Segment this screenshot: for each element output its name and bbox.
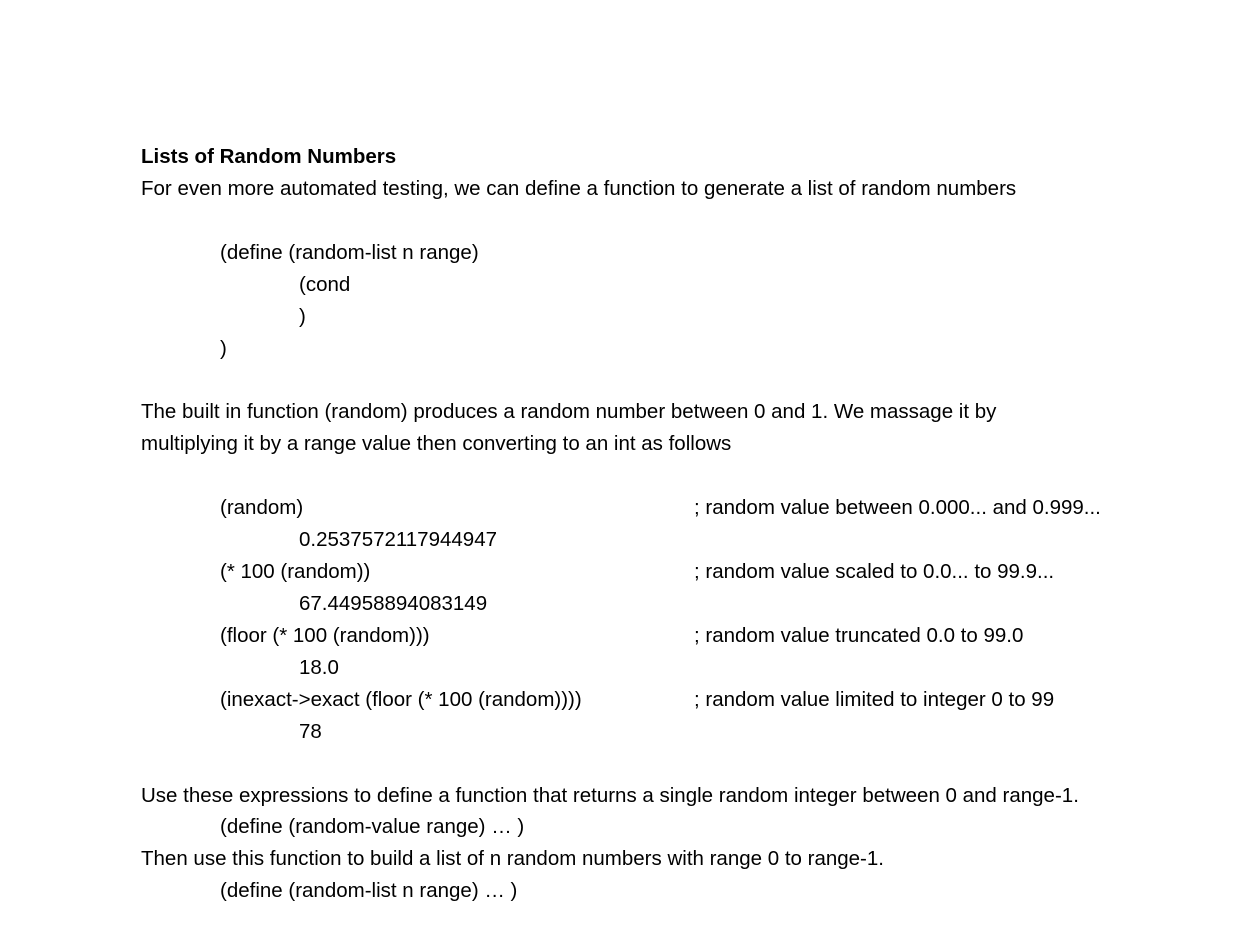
- example-comment: ; random value limited to integer 0 to 99: [694, 688, 1055, 711]
- example-comment: ; random value between 0.000... and 0.999...: [694, 496, 1101, 519]
- code-skeleton-line-2: (cond: [299, 273, 351, 296]
- example-expression: (random): [220, 496, 304, 519]
- example-expression: (inexact->exact (floor (* 100 (random)))): [220, 688, 582, 711]
- example-result: 78: [299, 720, 322, 743]
- task-line-1: Use these expressions to define a function that returns a single random integer between 0 and range-1.: [141, 784, 1079, 807]
- section-title: Lists of Random Numbers: [141, 145, 397, 168]
- example-comment: ; random value truncated 0.0 to 99.0: [694, 624, 1024, 647]
- code-skeleton-line-4: ): [220, 337, 227, 360]
- example-expression: (* 100 (random)): [220, 560, 371, 583]
- task-code-2: (define (random-list n range) … ): [220, 879, 518, 902]
- code-skeleton-line-1: (define (random-list n range): [220, 241, 479, 264]
- example-result: 18.0: [299, 656, 339, 679]
- task-code-1: (define (random-value range) … ): [220, 815, 525, 838]
- example-result: 67.44958894083149: [299, 592, 488, 615]
- intro-paragraph: For even more automated testing, we can define a function to generate a list of random numbers: [141, 177, 1017, 200]
- code-skeleton-line-3: ): [299, 305, 306, 328]
- explanation-line-2: multiplying it by a range value then converting to an int as follows: [141, 432, 732, 455]
- example-comment: ; random value scaled to 0.0... to 99.9...: [694, 560, 1055, 583]
- example-expression: (floor (* 100 (random))): [220, 624, 430, 647]
- example-result: 0.2537572117944947: [299, 528, 497, 551]
- explanation-line-1: The built in function (random) produces a random number between 0 and 1. We massage it by: [141, 400, 997, 423]
- task-line-2: Then use this function to build a list of n random numbers with range 0 to range-1.: [141, 847, 884, 870]
